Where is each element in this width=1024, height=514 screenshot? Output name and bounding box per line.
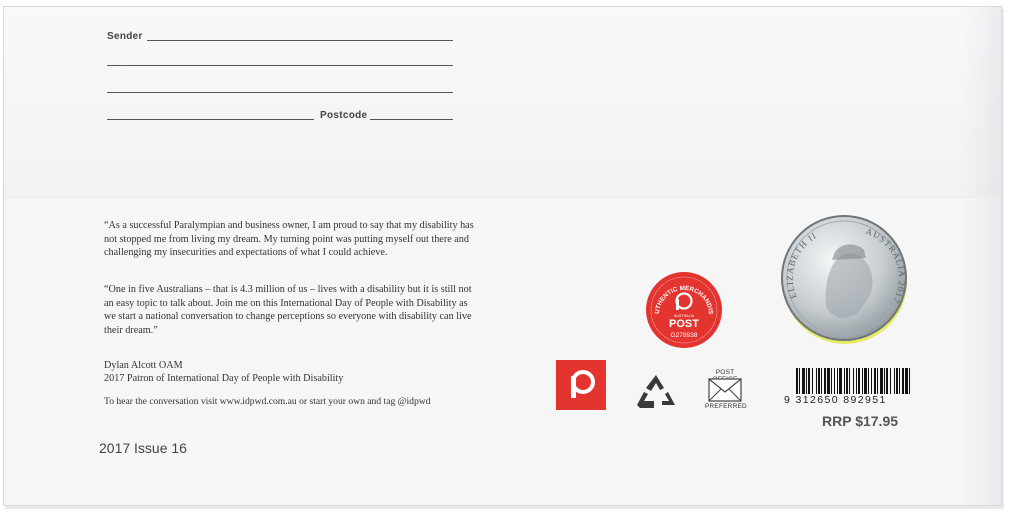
- sender-line-1[interactable]: [147, 40, 453, 41]
- coin-inscription-left: ELIZABETH II: [784, 230, 819, 301]
- barcode-bar: [831, 368, 832, 394]
- rrp-price: RRP $17.95: [822, 413, 899, 429]
- barcode-bar: [824, 368, 826, 394]
- coin: [780, 214, 910, 344]
- envelope-edge-shadow: [961, 7, 1001, 505]
- author-name: Dylan Alcott OAM: [104, 360, 183, 371]
- barcode-bar: [886, 368, 888, 394]
- barcode-bar: [868, 368, 869, 394]
- author-title: 2017 Patron of International Day of People with Disability: [104, 373, 344, 384]
- barcode-bar: [827, 368, 830, 394]
- barcode-bar: [896, 368, 898, 394]
- barcode-bar: [877, 368, 878, 394]
- barcode-bar: [796, 368, 798, 394]
- barcode-bar: [818, 368, 820, 394]
- sticker-brand-small: AUSTRALIA: [674, 314, 694, 318]
- sticker-arc-text: UTHENTIC MERCHANDIS: [653, 284, 715, 315]
- sender-line-3[interactable]: [107, 92, 453, 93]
- australia-post-logo-icon: [556, 360, 606, 410]
- sticker-graphic: [645, 271, 723, 349]
- barcode-bar: [849, 368, 850, 394]
- barcode-bar: [821, 368, 822, 394]
- sender-label: Sender: [107, 31, 143, 42]
- coin-icon: [780, 214, 910, 344]
- barcode-bar: [894, 368, 895, 394]
- barcode-bar: [905, 368, 908, 394]
- barcode-bar: [799, 368, 800, 394]
- barcode-bar: [808, 368, 810, 394]
- barcode-bar: [862, 368, 863, 394]
- post-office-preferred: [705, 369, 745, 411]
- sticker-brand: POST: [669, 318, 699, 330]
- barcode-bar: [846, 368, 848, 394]
- barcode-bar: [864, 368, 867, 394]
- postcode-line[interactable]: [370, 119, 453, 120]
- barcode-bar: [871, 368, 872, 394]
- flap-divider: [4, 197, 1001, 198]
- recycle-icon: [634, 372, 678, 412]
- barcode-bar: [806, 368, 807, 394]
- barcode-bar: [874, 368, 876, 394]
- barcode-bar: [902, 368, 904, 394]
- barcode-bar: [812, 368, 813, 394]
- barcode-bar: [853, 368, 854, 394]
- sender-line-2[interactable]: [107, 65, 453, 66]
- pop-top-text: POST: [715, 369, 735, 376]
- issue-label: 2017 Issue 16: [99, 440, 187, 456]
- barcode-bar: [856, 368, 857, 394]
- barcode-bar: [834, 368, 835, 394]
- barcode-bar: [890, 368, 891, 394]
- barcode-bar: [884, 368, 885, 394]
- envelope-upper-flap: [4, 7, 1001, 197]
- barcode-bar: [909, 368, 910, 394]
- authentic-merchandise-sticker: [645, 271, 723, 349]
- barcode-bar: [899, 368, 900, 394]
- recycle-symbol: [634, 372, 678, 412]
- barcode-bar: [802, 368, 805, 394]
- sticker-serial: G278938: [670, 332, 698, 339]
- barcode-bar: [858, 368, 860, 394]
- barcode-number: 9 312650 892951: [784, 394, 887, 406]
- sender-line-4[interactable]: [107, 119, 314, 120]
- barcode-bar: [880, 368, 883, 394]
- coin-inscription-right: AUSTRALIA 2017: [864, 225, 908, 306]
- barcode-bar: [816, 368, 817, 394]
- quote-paragraph-2: “One in five Australians – that is 4.3 million of us – lives with a disability but it is still not an easy topic to talk about. Join me on this International Day of People with Disability as we start a national conversation to change perceptions so everyone with disability can live their dream.”: [104, 284, 472, 336]
- barcode-bar: [839, 368, 842, 394]
- envelope-icon: [708, 378, 742, 402]
- quote-paragraph-1: “As a successful Paralympian and business owner, I am proud to say that my disability has not stopped me from living my dream. My turning point was putting myself out there and challenging my insecurities and expectations of what I could achieve.: [104, 220, 474, 259]
- barcode-bar: [837, 368, 838, 394]
- barcode-bar: [844, 368, 845, 394]
- barcode-icon: [796, 368, 910, 394]
- call-to-action: To hear the conversation visit www.idpwd.com.au or start your own and tag @idpwd: [104, 396, 431, 407]
- pop-bottom-text: PREFERRED: [705, 403, 747, 410]
- postcode-label: Postcode: [320, 110, 368, 121]
- australia-post-logo: [556, 360, 606, 410]
